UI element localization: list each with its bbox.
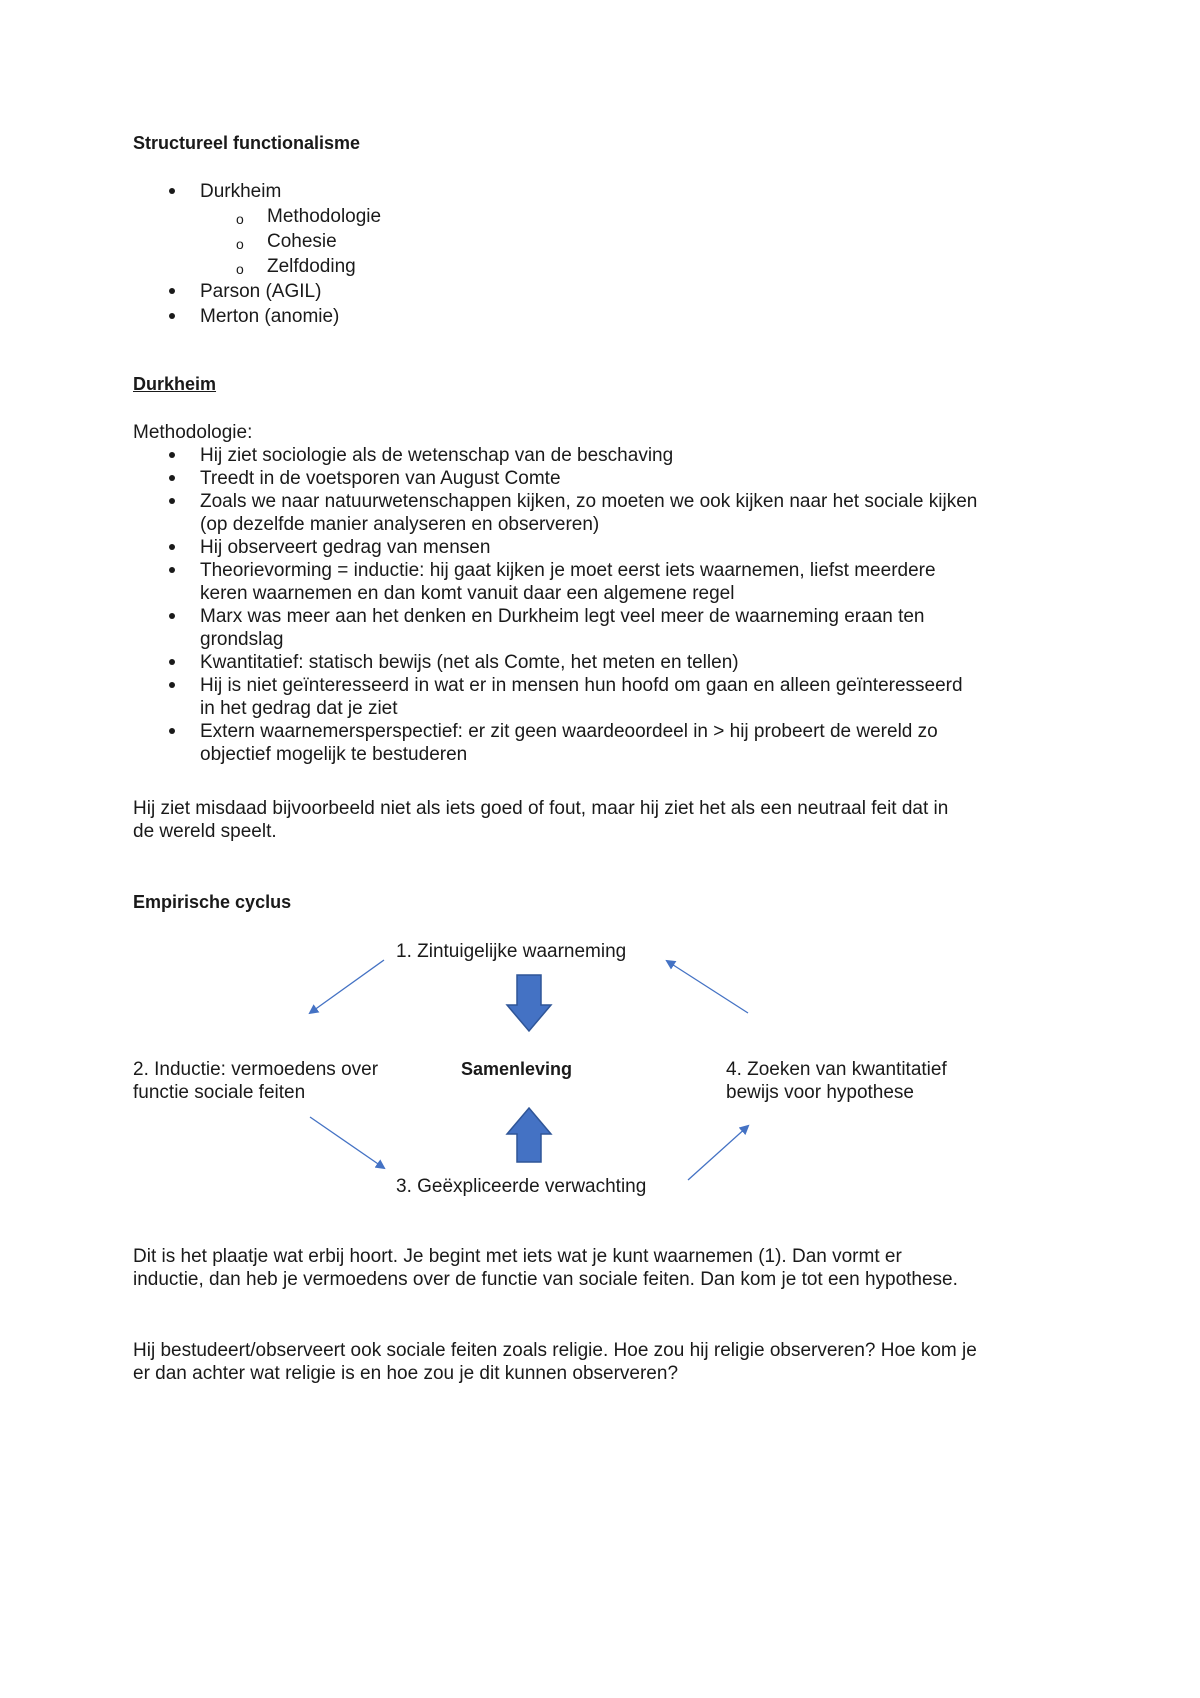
block-arrow-up-icon <box>507 1108 551 1162</box>
outline-list <box>200 180 900 328</box>
bullet-icon <box>169 452 175 458</box>
circle-bullet-icon: o <box>236 211 244 227</box>
cycle-step-3: 3. Geëxpliceerde verwachting <box>396 1176 647 1197</box>
list-item-merton <box>200 305 900 328</box>
cycle-diagram <box>0 920 1100 1220</box>
sub-list-item <box>236 205 900 228</box>
arrow-1-to-2 <box>310 960 384 1013</box>
sub-list-item <box>236 230 900 253</box>
bullet-icon <box>169 567 175 573</box>
list-item-text: Theorievorming = inductie: hij gaat kijken je moet eerst iets waarnemen, liefst meerdere keren waarnemen en dan komt vanuit daar een algemene regel <box>200 560 936 604</box>
bullet-icon <box>169 682 175 688</box>
arrow-3-to-4 <box>688 1126 748 1180</box>
list-item <box>200 674 980 720</box>
sub-list-item <box>236 255 900 278</box>
list-item-text: Hij is niet geïnteresseerd in wat er in mensen hun hoofd om gaan en alleen geïnteresseerd in het gedrag dat je ziet <box>200 675 963 719</box>
list-item-label: Parson (AGIL) <box>200 281 322 302</box>
bullet-icon <box>169 659 175 665</box>
arrow-4-to-1 <box>667 961 748 1013</box>
bullet-icon <box>169 498 175 504</box>
section-title-structureel: Structureel functionalisme <box>133 133 361 153</box>
bullet-icon <box>169 313 175 319</box>
list-item-durkheim <box>200 180 900 278</box>
list-item-text: Kwantitatief: statisch bewijs (net als Comte, het meten en tellen) <box>200 652 739 673</box>
methodologie-list <box>200 444 980 766</box>
cycle-center-samenleving: Samenleving <box>461 1059 573 1079</box>
list-item <box>200 651 980 674</box>
bullet-icon <box>169 544 175 550</box>
bullet-icon <box>169 188 175 194</box>
sub-item-label: Zelfdoding <box>267 256 356 277</box>
paragraph-religie: Hij bestudeert/observeert ook sociale feiten zoals religie. Hoe zou hij religie observeren? Hoe kom je er dan achter wat religie is en hoe zou je dit kunnen observeren? <box>133 1340 977 1384</box>
sub-item-label: Methodologie <box>267 206 382 227</box>
list-item <box>200 490 980 536</box>
list-item-label: Durkheim <box>200 181 282 202</box>
circle-bullet-icon: o <box>236 236 244 252</box>
list-item <box>200 444 980 467</box>
cycle-step-2: 2. Inductie: vermoedens over functie sociale feiten <box>133 1059 379 1103</box>
list-item <box>200 720 980 766</box>
section-title-cyclus: Empirische cyclus <box>133 892 292 912</box>
list-item-text: Treedt in de voetsporen van August Comte <box>200 468 561 489</box>
cycle-step-1: 1. Zintuigelijke waarneming <box>396 941 627 962</box>
circle-bullet-icon: o <box>236 261 244 277</box>
bullet-icon <box>169 288 175 294</box>
list-item-label: Merton (anomie) <box>200 306 340 327</box>
list-item <box>200 559 980 605</box>
bullet-icon <box>169 475 175 481</box>
list-item-text: Hij observeert gedrag van mensen <box>200 537 491 558</box>
section-title-durkheim: Durkheim <box>133 374 217 394</box>
list-item-text: Hij ziet sociologie als de wetenschap van de beschaving <box>200 445 674 466</box>
list-item-text: Marx was meer aan het denken en Durkheim legt veel meer de waarneming eraan ten grondslag <box>200 606 925 650</box>
sub-list <box>236 205 900 278</box>
list-item <box>200 467 980 490</box>
paragraph-misdaad: Hij ziet misdaad bijvoorbeeld niet als iets goed of fout, maar hij ziet het als een neutraal feit dat in de wereld speelt. <box>133 798 949 842</box>
list-item-parson <box>200 280 900 303</box>
list-item <box>200 536 980 559</box>
list-item-text: Extern waarnemersperspectief: er zit geen waardeoordeel in > hij probeert de wereld zo objectief mogelijk te bestuderen <box>200 721 938 765</box>
bullet-icon <box>169 728 175 734</box>
arrow-2-to-3 <box>310 1117 384 1168</box>
list-item <box>200 605 980 651</box>
cycle-step-4: 4. Zoeken van kwantitatief bewijs voor hypothese <box>726 1059 947 1103</box>
sub-item-label: Cohesie <box>267 231 337 252</box>
bullet-icon <box>169 613 175 619</box>
methodologie-label: Methodologie: <box>133 422 253 443</box>
list-item-text: Zoals we naar natuurwetenschappen kijken, zo moeten we ook kijken naar het sociale kijken (op dezelfde manier analyseren en observeren) <box>200 491 978 535</box>
block-arrow-down-icon <box>507 975 551 1031</box>
paragraph-plaatje: Dit is het plaatje wat erbij hoort. Je begint met iets wat je kunt waarnemen (1). Dan vormt er inductie, dan heb je vermoedens over de functie van sociale feiten. Dan kom je tot een hypothese. <box>133 1246 958 1290</box>
